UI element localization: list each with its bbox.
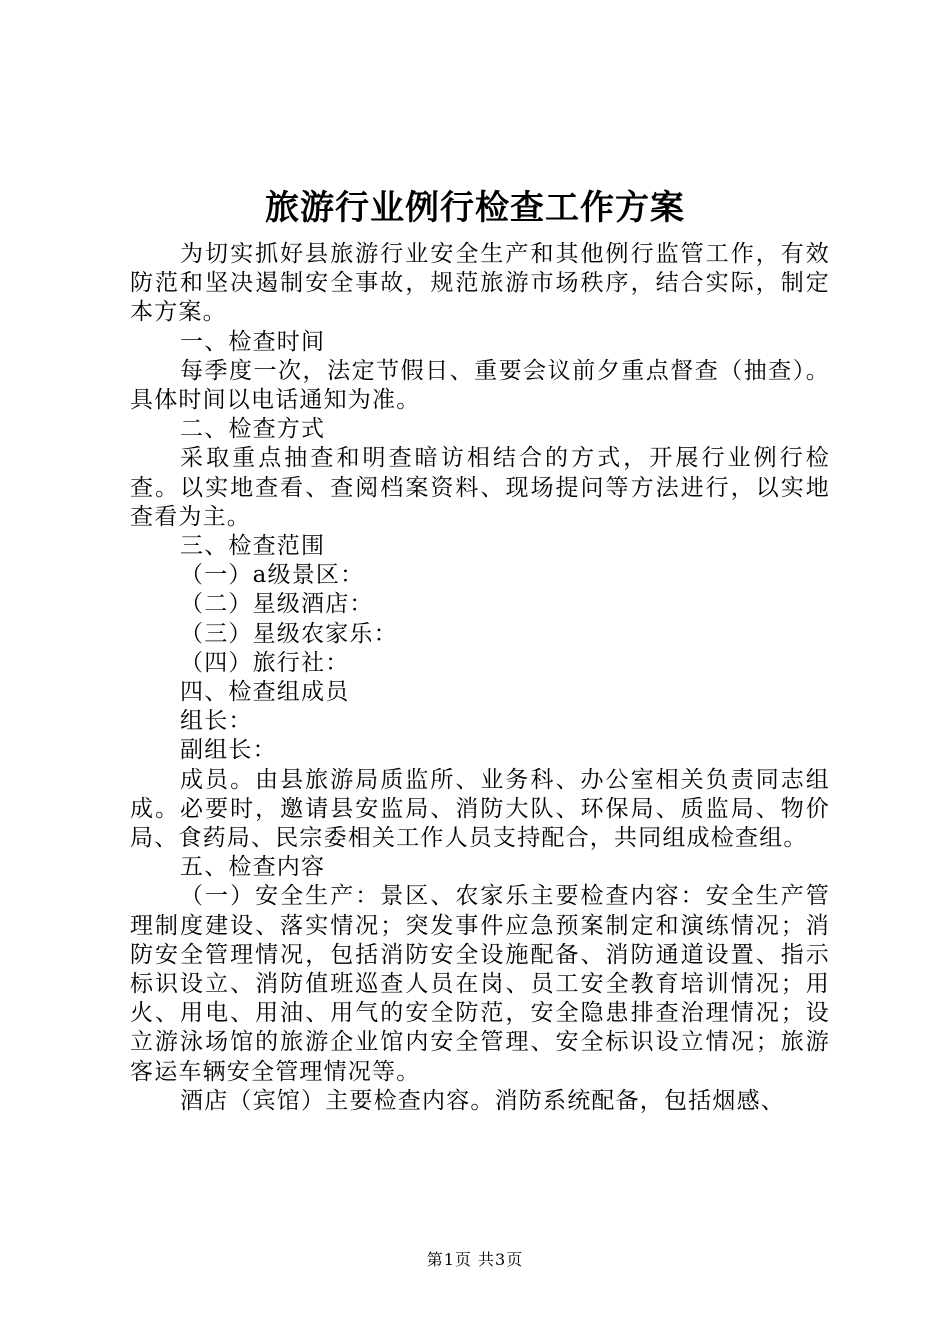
paragraph: 为切实抓好县旅游行业安全生产和其他例行监管工作，有效防范和坚决遏制安全事故，规范旅游市场秩序，结合实际，制定本方案。	[130, 241, 830, 326]
section-heading: 五、检查内容	[180, 854, 326, 881]
document-body	[130, 240, 830, 1116]
section-heading: 二、检查方式	[180, 416, 326, 443]
section-heading: 四、检查组成员	[180, 679, 350, 706]
paragraph: 成员。由县旅游局质监所、业务科、办公室相关负责同志组成。必要时，邀请县安监局、消防大队、环保局、质监局、物价局、食药局、民宗委相关工作人员支持配合，共同组成检查组。	[130, 766, 830, 852]
page-footer: 第1页 共3页	[426, 1250, 524, 1269]
list-item: （四）旅行社：	[180, 649, 350, 676]
paragraph: （一）安全生产：景区、农家乐主要检查内容：安全生产管理制度建设、落实情况；突发事件应急预案制定和演练情况；消防安全管理情况，包括消防安全设施配备、消防通道设置、指示标识设立、消防值班巡查人员在岗、员工安全教育培训情况；用火、用电、用油、用气的安全防范，安全隐患排查治理情况；设立游泳场馆的旅游企业馆内安全管理、安全标识设立情况；旅游客运车辆安全管理情况等。	[130, 883, 830, 1085]
paragraph: 每季度一次，法定节假日、重要会议前夕重点督查（抽查）。具体时间以电话通知为准。	[130, 357, 830, 414]
list-item: （一）a级景区：	[180, 562, 365, 589]
list-item: （三）星级农家乐：	[180, 620, 398, 647]
list-item: （二）星级酒店：	[180, 591, 374, 618]
list-item: 副组长：	[180, 737, 277, 764]
list-item: 组长：	[180, 708, 253, 735]
document-title: 旅游行业例行检查工作方案	[265, 188, 685, 228]
paragraph: 酒店（宾馆）主要检查内容。消防系统配备，包括烟感、	[180, 1087, 785, 1114]
section-heading: 一、检查时间	[180, 328, 326, 355]
section-heading: 三、检查范围	[180, 533, 326, 560]
paragraph: 采取重点抽查和明查暗访相结合的方式，开展行业例行检查。以实地查看、查阅档案资料、现场提问等方法进行，以实地查看为主。	[130, 445, 830, 530]
